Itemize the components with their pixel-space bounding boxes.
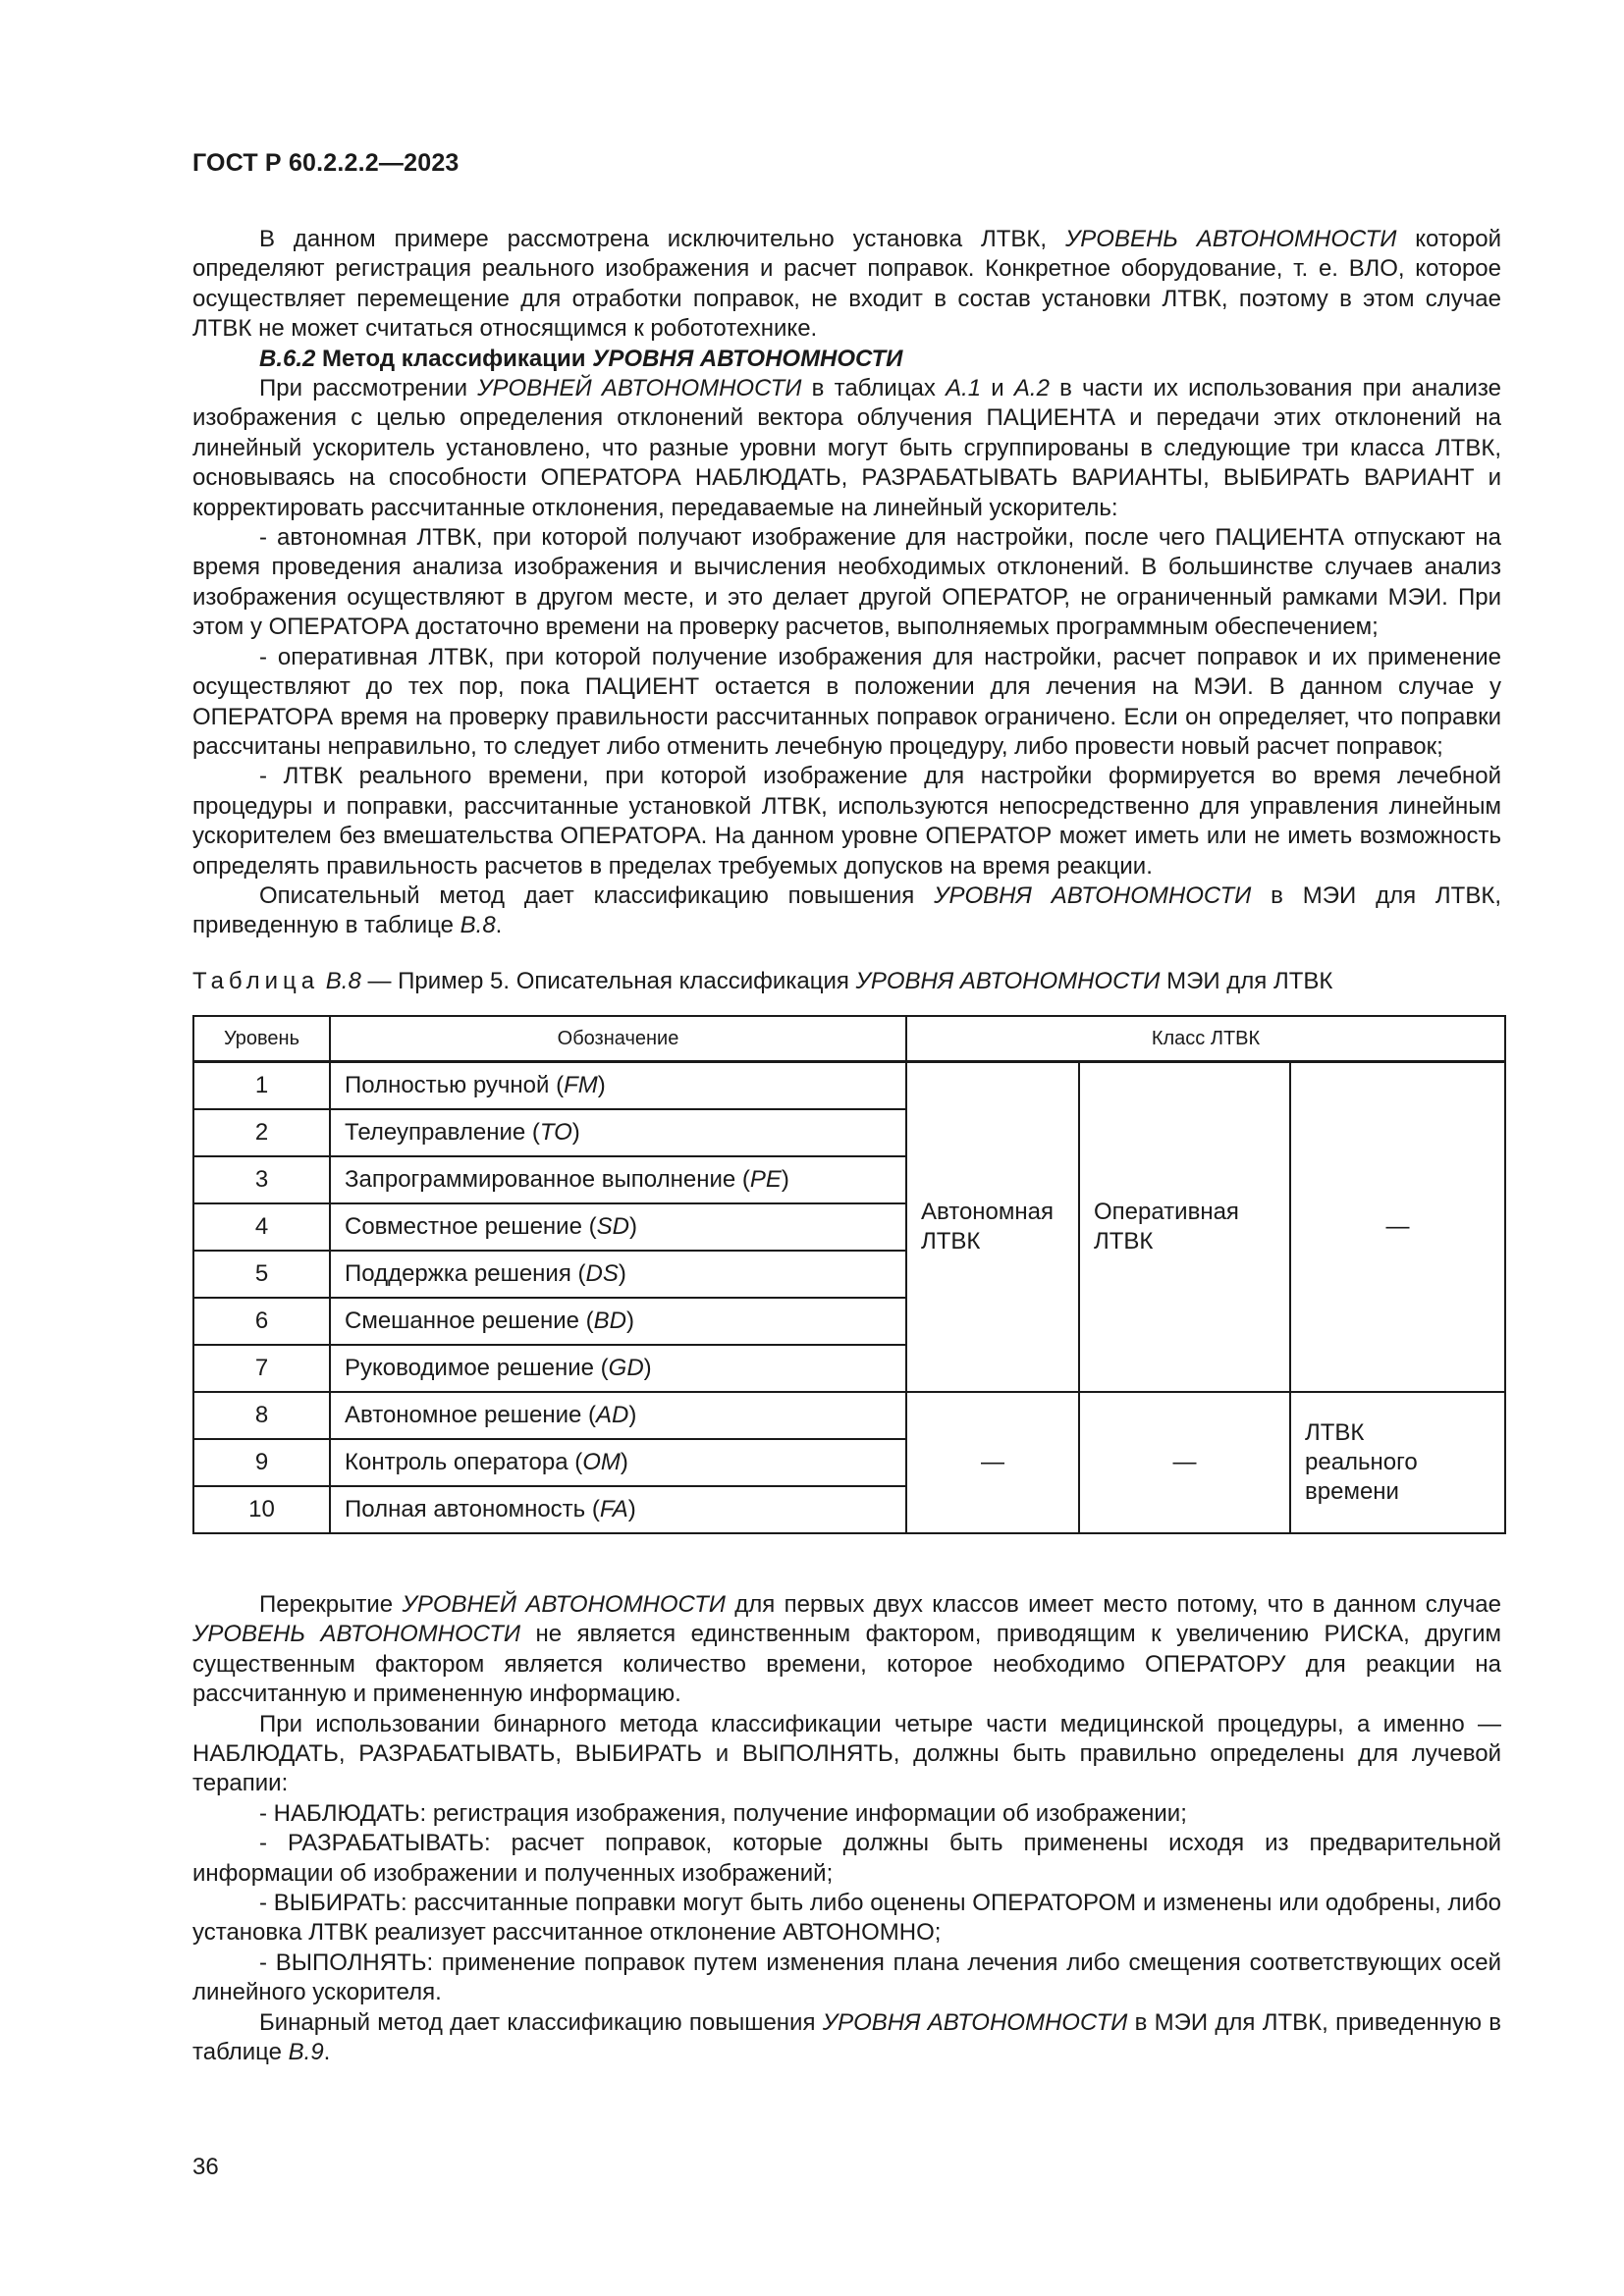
list-item-select: - ВЫБИРАТЬ: рассчитанные поправки могут быть либо оценены ОПЕРАТОРОМ и изменены или одобрены, либо установка ЛТВК реализует рассчитанное отклонение АВТОНОМНО; (192, 1890, 1501, 1947)
paragraph-intro: В данном примере рассмотрена исключительно установка ЛТВК, УРОВЕНЬ АВТОНОМНОСТИ которой определяют регистрация реального изображения и расчет поправок. Конкретное оборудование, т. е. ВЛО, которое осуществляет перемещение для отработки поправок, не входит в состав установки ЛТВК, поэтому в этом случае ЛТВК не может считаться относящимся к робототехнике. (192, 226, 1501, 343)
table-row: 4 Совместное решение (SD) (193, 1203, 1505, 1251)
body-text-bottom (192, 1590, 1501, 2068)
paragraph-binary-classification: Бинарный метод дает классификацию повышения УРОВНЯ АВТОНОМНОСТИ в МЭИ для ЛТВК, приведенную в таблице В.9. (192, 2008, 1502, 2066)
table-row: 1 Полностью ручной (FM) Автономная ЛТВК Оперативная ЛТВК — (193, 1062, 1505, 1110)
paragraph-descriptive-method: Описательный метод дает классификацию повышения УРОВНЯ АВТОНОМНОСТИ в МЭИ для ЛТВК, приведенную в таблице В.8. (192, 881, 1501, 939)
list-item-observe: - НАБЛЮДАТЬ: регистрация изображения, получение информации об изображении; (259, 1799, 1187, 1827)
class-realtime: ЛТВК реального времени (1290, 1392, 1505, 1533)
header-class: Класс ЛТВК (906, 1016, 1505, 1062)
list-item-operative: - оперативная ЛТВК, при которой получение изображения для настройки, расчет поправок и их применение осуществляют до тех пор, пока ПАЦИЕНТ остается в положении для лечения на МЭИ. В данном случае у ОПЕРАТОРА время на проверку правильности рассчитанных поправок ограничено. Если он определяет, что поправки рассчитаны неправильно, то следует либо отменить лечебную процедуру, либо провести новый расчет поправок; (192, 643, 1501, 760)
table-row: 3 Запрограммированное выполнение (PE) (193, 1156, 1505, 1203)
classification-table (192, 1015, 1506, 1534)
list-item-autonomous: - автономная ЛТВК, при которой получают изображение для настройки, после чего ПАЦИЕНТА отпускают на время проведения анализа изображения и вычисления необходимых отклонений. В большинстве случаев анализ изображения осуществляют в другом месте, и это делает другой ОПЕРАТОР, не ограниченный рамками МЭИ. При этом у ОПЕРАТОРА достаточно времени на проверку расчетов, выполняемых программным обеспечением; (192, 524, 1501, 641)
table-row: 7 Руководимое решение (GD) (193, 1345, 1505, 1392)
header-level: Уровень (193, 1016, 330, 1062)
class-operative-empty: — (1079, 1392, 1290, 1533)
class-autonomous-empty: — (906, 1392, 1079, 1533)
table-row: 2 Телеуправление (TO) (193, 1109, 1505, 1156)
table-row: 5 Поддержка решения (DS) (193, 1251, 1505, 1298)
paragraph-binary-method: При использовании бинарного метода классификации четыре части медицинской процедуры, а именно — НАБЛЮДАТЬ, РАЗРАБАТЫВАТЬ, ВЫБИРАТЬ и ВЫПОЛНЯТЬ, должны быть правильно определены для лучевой терапии: (192, 1710, 1501, 1797)
paragraph-classes: При рассмотрении УРОВНЕЙ АВТОНОМНОСТИ в таблицах А.1 и А.2 в части их использования при анализе изображения с целью определения отклонений вектора облучения ПАЦИЕНТА и передачи этих отклонений на линейный ускоритель установлено, что разные уровни могут быть сгруппированы в следующие три класса ЛТВК, основываясь на способности ОПЕРАТОРА НАБЛЮДАТЬ, РАЗРАБАТЫВАТЬ ВАРИАНТЫ, ВЫБИРАТЬ ВАРИАНТ и корректировать рассчитанные отклонения, передаваемые на линейный ускоритель: (192, 375, 1502, 521)
section-heading: В.6.2 Метод классификации УРОВНЯ АВТОНОМНОСТИ (259, 345, 903, 372)
table-row: 6 Смешанное решение (BD) (193, 1298, 1505, 1345)
list-item-execute: - ВЫПОЛНЯТЬ: применение поправок путем изменения плана лечения либо смещения соответствующих осей линейного ускорителя. (192, 1949, 1501, 2006)
table-row: 10 Полная автономность (FA) (193, 1486, 1505, 1533)
page-number: 36 (192, 2154, 219, 2180)
table-header-row (193, 1016, 1505, 1062)
table-caption: Таблица В.8 — Пример 5. Описательная классификация УРОВНЯ АВТОНОМНОСТИ МЭИ для ЛТВК (192, 968, 1333, 994)
document-header: ГОСТ Р 60.2.2.2—2023 (192, 149, 460, 177)
paragraph-overlap: Перекрытие УРОВНЕЙ АВТОНОМНОСТИ для первых двух классов имеет место потому, что в данном случае УРОВЕНЬ АВТОНОМНОСТИ не является единственным фактором, приводящим к увеличению РИСКА, другим существенным фактором является количество времени, которое необходимо ОПЕРАТОРУ для реакции на рассчитанную и примененную информацию. (192, 1591, 1501, 1708)
body-text-top (192, 225, 1501, 941)
list-item-develop: - РАЗРАБАТЫВАТЬ: расчет поправок, которые должны быть применены исходя из предварительной информации об изображении и полученных изображений; (192, 1830, 1501, 1887)
list-item-realtime: - ЛТВК реального времени, при которой изображение для настройки формируется во время лечебной процедуры и поправки, рассчитанные установкой ЛТВК, используются непосредственно для управления линейным ускорителем без вмешательства ОПЕРАТОРА. На данном уровне ОПЕРАТОР может иметь или не иметь возможность определять правильность расчетов в пределах требуемых допусков на время реакции. (192, 763, 1501, 880)
table-row: 9 Контроль оператора (OM) (193, 1439, 1505, 1486)
header-name: Обозначение (330, 1016, 906, 1062)
table-row: 8 Автономное решение (AD) — — ЛТВК реального времени (193, 1392, 1505, 1439)
class-operative: Оперативная ЛТВК (1079, 1062, 1290, 1393)
class-autonomous: Автономная ЛТВК (906, 1062, 1079, 1393)
class-realtime-empty: — (1290, 1062, 1505, 1393)
